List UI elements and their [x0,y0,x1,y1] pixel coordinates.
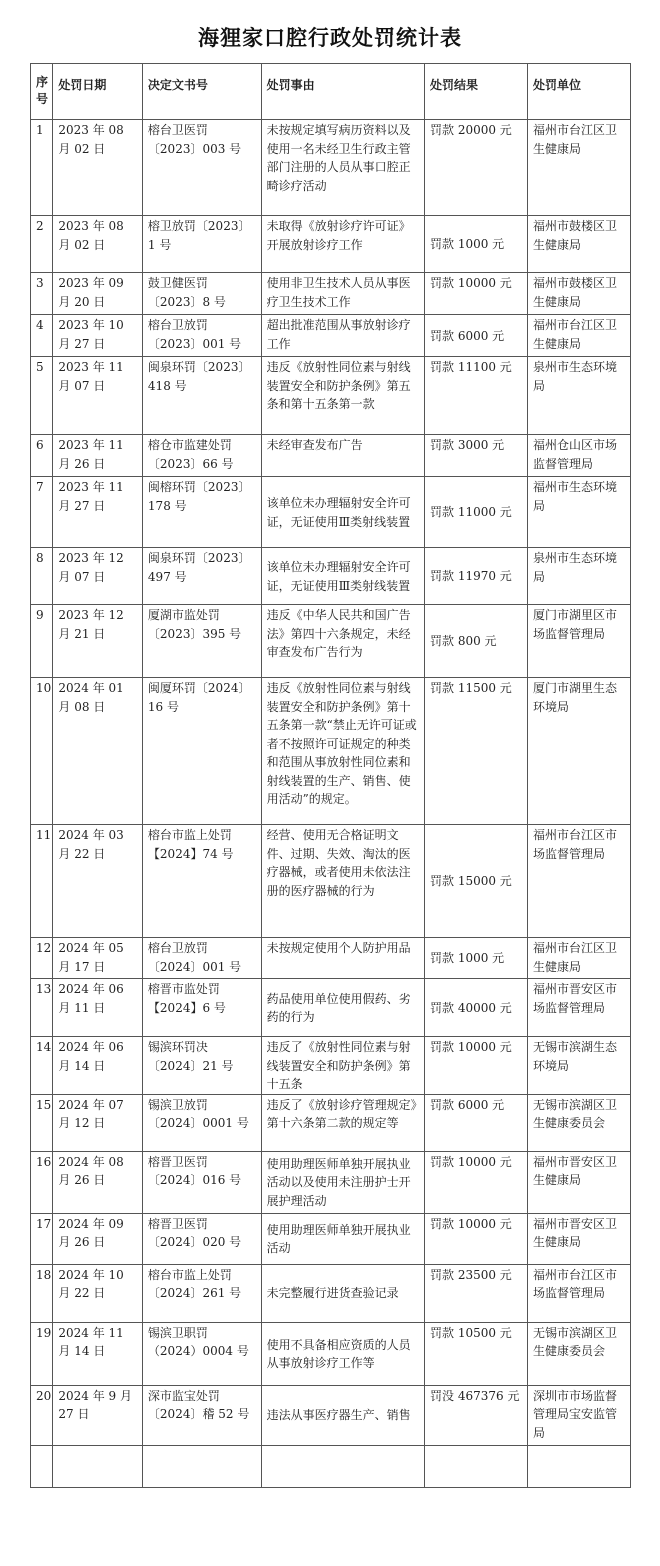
cell-reason: 违反了《放射诊疗管理规定》第十六条第二款的规定等 [261,1094,424,1151]
cell-unit: 厦门市湖里生态环境局 [527,678,630,825]
cell-date: 2024 年 11 月 14 日 [53,1322,143,1385]
header-reason: 处罚事由 [261,64,424,120]
cell-no: 19 [31,1322,53,1385]
table-row [31,979,631,1037]
cell-no: 6 [31,435,53,477]
cell-result: 罚款 23500 元 [425,1264,528,1322]
cell-no: 14 [31,1037,53,1095]
cell-no: 20 [31,1385,53,1445]
cell-date: 2024 年 03 月 22 日 [53,825,143,938]
cell-doc: 榕仓市监建处罚〔2023〕66 号 [142,435,261,477]
cell-unit: 福州市晋安区市场监督管理局 [527,979,630,1037]
table-row [31,1151,631,1213]
cell-reason: 该单位未办理辐射安全许可证，无证使用Ⅲ类射线装置 [261,477,424,548]
table-row [31,938,631,979]
cell-result: 罚款 20000 元 [425,120,528,216]
cell-unit: 福州市晋安区卫生健康局 [527,1213,630,1264]
table-row [31,435,631,477]
cell-reason: 未取得《放射诊疗许可证》开展放射诊疗工作 [261,216,424,273]
cell-unit: 福州市台江区卫生健康局 [527,315,630,357]
cell-unit: 福州市晋安区卫生健康局 [527,1151,630,1213]
table-row [31,1385,631,1445]
cell-reason: 违反《放射性同位素与射线装置安全和防护条例》第十五条第一款“禁止无许可证或者不按照许可证规定的种类和范围从事放射性同位素和射线装置的生产、销售、使用活动”的规定。 [261,678,424,825]
cell-result: 罚款 6000 元 [425,315,528,357]
cell-no: 3 [31,273,53,315]
cell-date: 2024 年 06 月 14 日 [53,1037,143,1095]
cell-doc: 榕晋市监处罚【2024】6 号 [142,979,261,1037]
header-date: 处罚日期 [53,64,143,120]
table-row [31,357,631,435]
cell-unit: 泉州市生态环境局 [527,357,630,435]
cell-no: 1 [31,120,53,216]
cell-doc: 厦湖市监处罚〔2023〕395 号 [142,605,261,678]
empty-cell [142,1445,261,1487]
cell-reason: 未按规定填写病历资料以及使用一名未经卫生行政主管部门注册的人员从事口腔正畸诊疗活动 [261,120,424,216]
cell-reason: 经营、使用无合格证明文件、过期、失效、淘汰的医疗器械，或者使用未依法注册的医疗器械的行为 [261,825,424,938]
cell-no: 12 [31,938,53,979]
cell-reason: 违法从事医疗器生产、销售 [261,1385,424,1445]
cell-doc: 闽厦环罚〔2024〕16 号 [142,678,261,825]
table-row [31,548,631,605]
cell-no: 17 [31,1213,53,1264]
cell-result: 罚款 10000 元 [425,273,528,315]
cell-doc: 闽泉环罚〔2023〕497 号 [142,548,261,605]
cell-reason: 违反《放射性同位素与射线装置安全和防护条例》第五条和第十五条第一款 [261,357,424,435]
cell-reason: 使用非卫生技术人员从事医疗卫生技术工作 [261,273,424,315]
cell-no: 7 [31,477,53,548]
cell-result: 罚款 3000 元 [425,435,528,477]
cell-unit: 无锡市滨湖区卫生健康委员会 [527,1322,630,1385]
cell-result: 罚款 10000 元 [425,1037,528,1095]
cell-date: 2023 年 11 月 26 日 [53,435,143,477]
table-row [31,315,631,357]
empty-cell [31,1445,53,1487]
cell-result: 罚款 1000 元 [425,938,528,979]
cell-no: 15 [31,1094,53,1151]
cell-unit: 厦门市湖里区市场监督管理局 [527,605,630,678]
table-row [31,477,631,548]
page-title: 海狸家口腔行政处罚统计表 [198,25,462,50]
cell-result: 罚款 40000 元 [425,979,528,1037]
cell-doc: 锡滨卫放罚〔2024〕0001 号 [142,1094,261,1151]
cell-doc: 闽泉环罚〔2023〕418 号 [142,357,261,435]
cell-reason: 药品使用单位使用假药、劣药的行为 [261,979,424,1037]
penalty-table [30,63,631,1488]
cell-date: 2023 年 11 月 07 日 [53,357,143,435]
table-row [31,216,631,273]
cell-doc: 榕台市监上处罚【2024】74 号 [142,825,261,938]
cell-unit: 无锡市滨湖生态环境局 [527,1037,630,1095]
cell-doc: 深市监宝处罚〔2024〕稽 52 号 [142,1385,261,1445]
table-row [31,273,631,315]
cell-unit: 福州市台江区卫生健康局 [527,120,630,216]
cell-reason: 违反《中华人民共和国广告法》第四十六条规定，未经审查发布广告行为 [261,605,424,678]
cell-doc: 鼓卫健医罚〔2023〕8 号 [142,273,261,315]
cell-no: 9 [31,605,53,678]
cell-reason: 使用不具备相应资质的人员从事放射诊疗工作等 [261,1322,424,1385]
cell-doc: 榕台卫放罚〔2023〕001 号 [142,315,261,357]
cell-reason: 使用助理医师单独开展执业活动 [261,1213,424,1264]
table-row [31,120,631,216]
cell-reason: 超出批准范围从事放射诊疗工作 [261,315,424,357]
cell-result: 罚款 11500 元 [425,678,528,825]
cell-reason: 使用助理医师单独开展执业活动以及使用未注册护士开展护理活动 [261,1151,424,1213]
cell-no: 8 [31,548,53,605]
cell-unit: 福州市台江区市场监督管理局 [527,1264,630,1322]
cell-date: 2023 年 11 月 27 日 [53,477,143,548]
empty-row [31,1445,631,1487]
cell-result: 罚款 6000 元 [425,1094,528,1151]
header-doc: 决定文书号 [142,64,261,120]
cell-reason: 违反了《放射性同位素与射线装置安全和防护条例》第十五条 [261,1037,424,1095]
cell-date: 2023 年 10 月 27 日 [53,315,143,357]
table-row [31,1037,631,1095]
cell-result: 罚没 467376 元 [425,1385,528,1445]
cell-no: 13 [31,979,53,1037]
cell-date: 2024 年 06 月 11 日 [53,979,143,1037]
cell-doc: 榕台卫放罚〔2024〕001 号 [142,938,261,979]
header-result: 处罚结果 [425,64,528,120]
table-row [31,678,631,825]
cell-unit: 福州市鼓楼区卫生健康局 [527,216,630,273]
cell-result: 罚款 1000 元 [425,216,528,273]
table-row [31,1264,631,1322]
cell-doc: 闽榕环罚〔2023〕178 号 [142,477,261,548]
cell-result: 罚款 11000 元 [425,477,528,548]
cell-doc: 锡滨环罚决〔2024〕21 号 [142,1037,261,1095]
cell-date: 2024 年 9 月 27 日 [53,1385,143,1445]
cell-result: 罚款 11970 元 [425,548,528,605]
cell-unit: 福州市生态环境局 [527,477,630,548]
cell-result: 罚款 10500 元 [425,1322,528,1385]
cell-reason: 未完整履行进货查验记录 [261,1264,424,1322]
cell-date: 2024 年 09 月 26 日 [53,1213,143,1264]
cell-unit: 泉州市生态环境局 [527,548,630,605]
cell-date: 2024 年 01 月 08 日 [53,678,143,825]
cell-no: 16 [31,1151,53,1213]
cell-doc: 锡滨卫职罚（2024）0004 号 [142,1322,261,1385]
cell-no: 4 [31,315,53,357]
cell-doc: 榕晋卫医罚〔2024〕020 号 [142,1213,261,1264]
header-unit: 处罚单位 [527,64,630,120]
header-row [31,64,631,120]
cell-date: 2023 年 08 月 02 日 [53,216,143,273]
table-row [31,1213,631,1264]
cell-result: 罚款 10000 元 [425,1151,528,1213]
cell-no: 2 [31,216,53,273]
empty-cell [53,1445,143,1487]
cell-no: 18 [31,1264,53,1322]
table-row [31,1094,631,1151]
cell-no: 5 [31,357,53,435]
empty-cell [261,1445,424,1487]
cell-date: 2024 年 08 月 26 日 [53,1151,143,1213]
cell-date: 2023 年 12 月 21 日 [53,605,143,678]
cell-date: 2023 年 08 月 02 日 [53,120,143,216]
cell-reason: 未经审查发布广告 [261,435,424,477]
cell-unit: 福州市鼓楼区卫生健康局 [527,273,630,315]
header-no: 序号 [31,64,53,120]
cell-doc: 榕台市监上处罚〔2024〕261 号 [142,1264,261,1322]
cell-doc: 榕台卫医罚〔2023〕003 号 [142,120,261,216]
empty-cell [527,1445,630,1487]
cell-result: 罚款 10000 元 [425,1213,528,1264]
cell-no: 11 [31,825,53,938]
cell-result: 罚款 800 元 [425,605,528,678]
table-row [31,825,631,938]
cell-unit: 深圳市市场监督管理局宝安监管局 [527,1385,630,1445]
cell-date: 2024 年 07 月 12 日 [53,1094,143,1151]
cell-doc: 榕卫放罚〔2023〕1 号 [142,216,261,273]
cell-result: 罚款 15000 元 [425,825,528,938]
cell-no: 10 [31,678,53,825]
cell-unit: 福州市台江区市场监督管理局 [527,825,630,938]
cell-unit: 福州市台江区卫生健康局 [527,938,630,979]
cell-date: 2024 年 10 月 22 日 [53,1264,143,1322]
empty-cell [425,1445,528,1487]
cell-result: 罚款 11100 元 [425,357,528,435]
cell-reason: 未按规定使用个人防护用品 [261,938,424,979]
cell-date: 2023 年 09 月 20 日 [53,273,143,315]
table-row [31,605,631,678]
cell-unit: 无锡市滨湖区卫生健康委员会 [527,1094,630,1151]
cell-reason: 该单位未办理辐射安全许可证，无证使用Ⅲ类射线装置 [261,548,424,605]
cell-unit: 福州仓山区市场监督管理局 [527,435,630,477]
cell-date: 2024 年 05 月 17 日 [53,938,143,979]
cell-doc: 榕晋卫医罚〔2024〕016 号 [142,1151,261,1213]
cell-date: 2023 年 12 月 07 日 [53,548,143,605]
table-row [31,1322,631,1385]
